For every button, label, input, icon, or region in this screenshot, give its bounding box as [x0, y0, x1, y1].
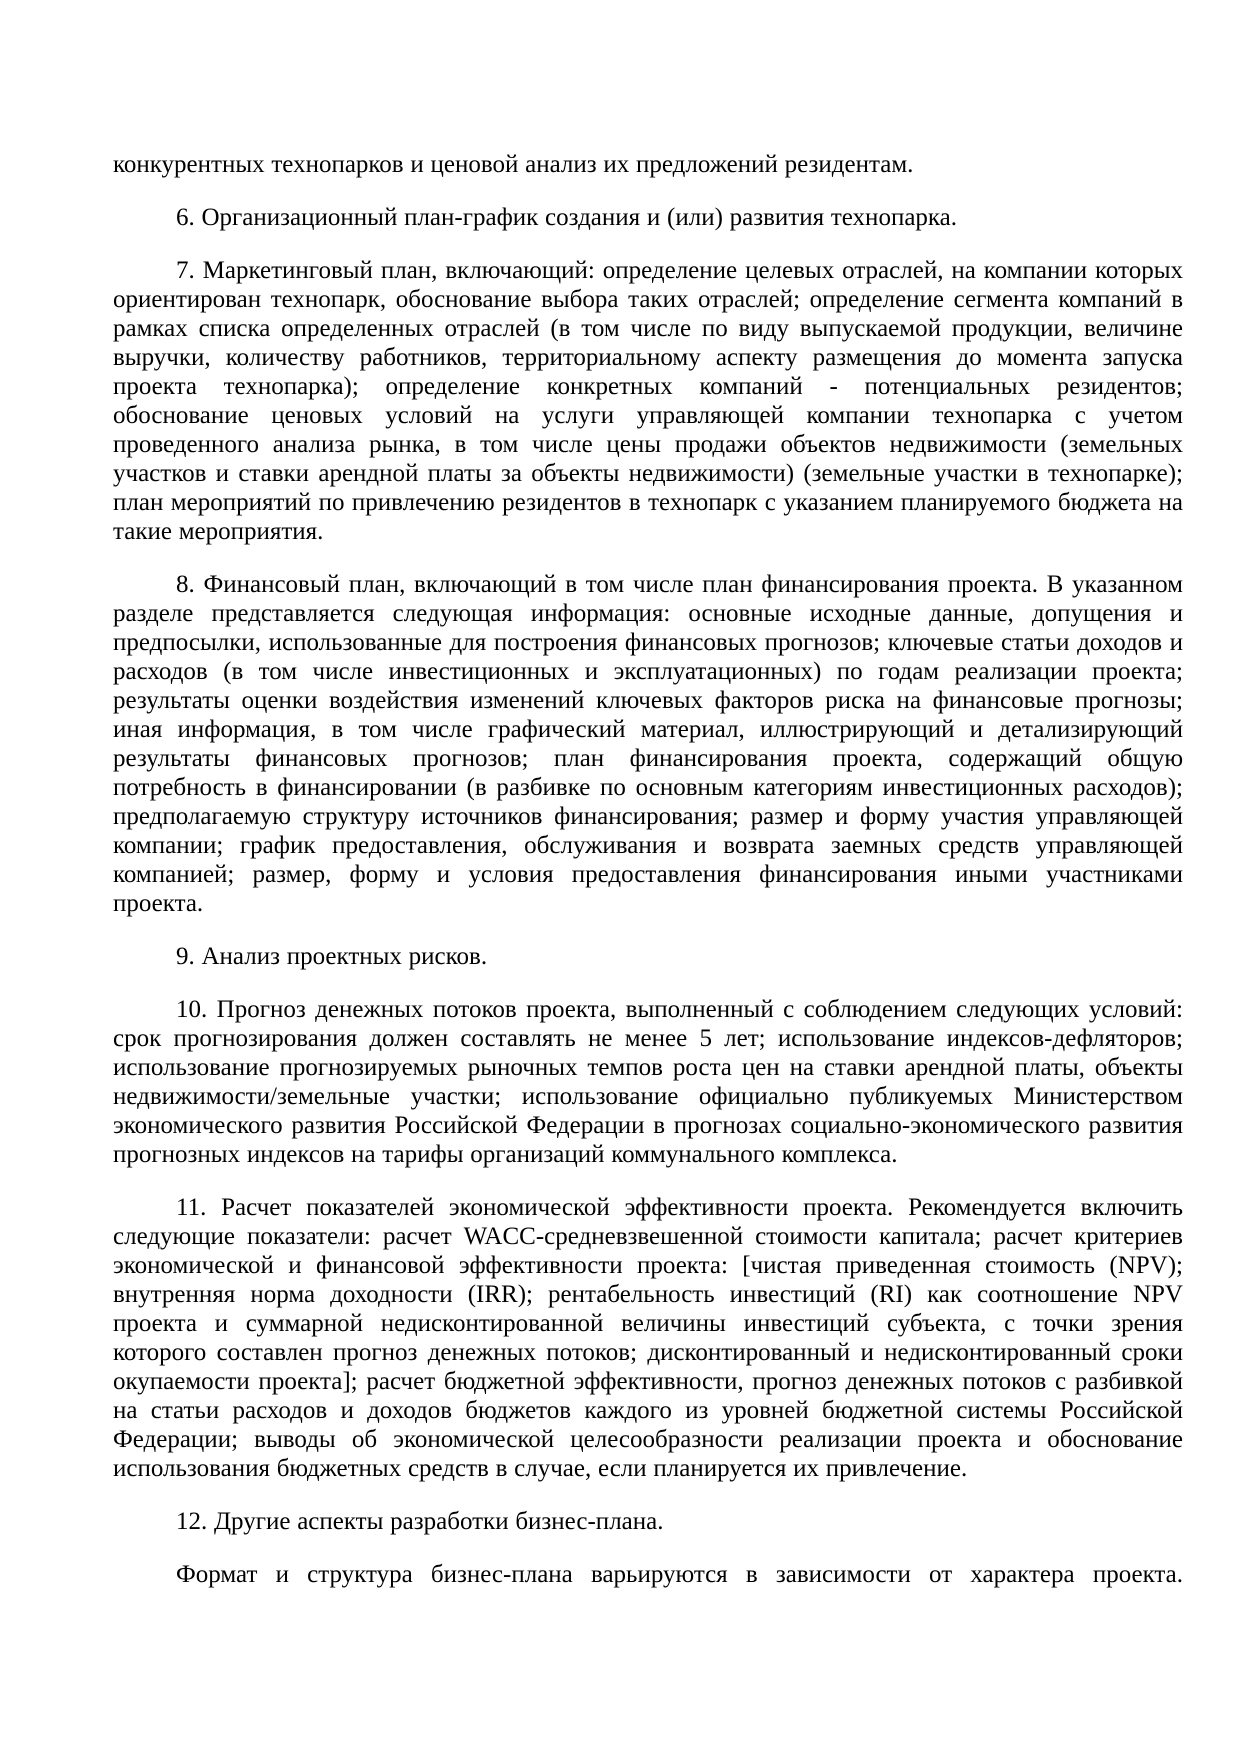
paragraph-item-11: 11. Расчет показателей экономической эффективности проекта. Рекомендуется включить следующие показатели: расчет WACC-средневзвешенной стоимости капитала; расчет критериев экономической и финансовой эффективности проекта: [чистая приведенная стоимость (NPV); внутренняя норма доходности (IRR); рентабельность инвестиций (RI) как соотношение NPV проекта и суммарной недисконтированной величины инвестиций субъекта, с точки зрения которого составлен прогноз денежных потоков; дисконтированный и недисконтированный сроки окупаемости проекта]; расчет бюджетной эффективности, прогноз денежных потоков с разбивкой на статьи расходов и доходов бюджетов каждого из уровней бюджетной системы Российской Федерации; выводы об экономической целесообразности реализации проекта и обоснование использования бюджетных средств в случае, если планируется их привлечение. — [113, 1194, 1183, 1482]
document-text-block — [113, 150, 1183, 1589]
paragraph-item-9: 9. Анализ проектных рисков. — [176, 943, 488, 970]
paragraph-item-10: 10. Прогноз денежных потоков проекта, выполненный с соблюдением следующих условий: срок прогнозирования должен составлять не менее 5 лет; использование индексов-дефляторов; использование прогнозируемых рыночных темпов роста цен на ставки арендной платы, объекты недвижимости/земельные участки; использование официально публикуемых Министерством экономического развития Российской Федерации в прогнозах социально-экономического развития прогнозных индексов на тарифы организаций коммунального комплекса. — [113, 996, 1183, 1168]
paragraph-item-7: 7. Маркетинговый план, включающий: определение целевых отраслей, на компании которых ориентирован технопарк, обоснование выбора таких отраслей; определение сегмента компаний в рамках списка определенных отраслей (в том числе по виду выпускаемой продукции, величине выручки, количеству работников, территориальному аспекту размещения до момента запуска проекта технопарка); определение конкретных компаний - потенциальных резидентов; обоснование ценовых условий на услуги управляющей компании технопарка с учетом проведенного анализа рынка, в том числе цены продажи объектов недвижимости (земельных участков и ставки арендной платы за объекты недвижимости) (земельные участки в технопарке); план мероприятий по привлечению резидентов в технопарк с указанием планируемого бюджета на такие мероприятия. — [113, 257, 1183, 545]
paragraph-item-12: 12. Другие аспекты разработки бизнес-плана. — [176, 1508, 664, 1535]
paragraph-item-8: 8. Финансовый план, включающий в том числе план финансирования проекта. В указанном разделе представляется следующая информация: основные исходные данные, допущения и предпосылки, использованные для построения финансовых прогнозов; ключевые статьи доходов и расходов (в том числе инвестиционных и эксплуатационных) по годам реализации проекта; результаты оценки воздействия изменений ключевых факторов риска на финансовые прогнозы; иная информация, в том числе графический материал, иллюстрирующий и детализирующий результаты финансовых прогнозов; план финансирования проекта, содержащий общую потребность в финансировании (в разбивке по основным категориям инвестиционных расходов); предполагаемую структуру источников финансирования; размер и форму участия управляющей компании; график предоставления, обслуживания и возврата заемных средств управляющей компанией; размер, форму и условия предоставления финансирования иными участниками проекта. — [113, 571, 1183, 917]
paragraph-continuation: конкурентных технопарков и ценовой анализ их предложений резидентам. — [113, 151, 914, 178]
paragraph-closing: Формат и структура бизнес-плана варьируются в зависимости от характера проекта. — [176, 1561, 1183, 1588]
paragraph-item-6: 6. Организационный план-график создания и (или) развития технопарка. — [176, 204, 958, 231]
